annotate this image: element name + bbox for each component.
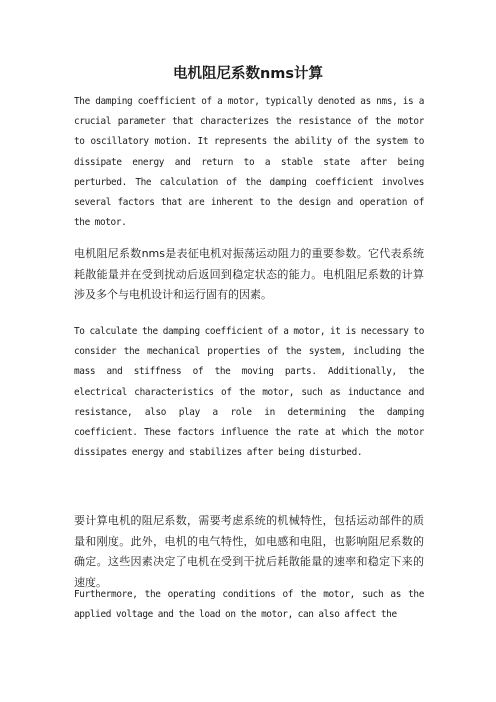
paragraph-english-2: To calculate the damping coefficient of a motor, it is necessary to consider the mechanical properties of the system, including the mass and stiffness of the moving parts. Additionally, the electrical characteristics of the motor, such as inductance and resistance, also play a role in determining the damping coefficient. These factors influence the rate at which the motor dissipates energy and stabilizes after being disturbed. (74, 326, 424, 459)
paragraph-chinese-1: 电机阻尼系数nms是表征电机对振荡运动阻力的重要参数。它代表系统耗散能量并在受到扰动后返回到稳定状态的能力。电机阻尼系数的计算涉及多个与电机设计和运行固有的因素。 (74, 247, 424, 301)
paragraph-english-1: The damping coefficient of a motor, typically denoted as nms, is a crucial parameter that characterizes the resistance of the motor to oscillatory motion. It represents the ability of the system to dissipate energy and return to a stable state after being perturbed. The calculation of the damping coefficient involves several factors that are inherent to the design and operation of the motor. (74, 96, 424, 229)
paragraph-chinese-2: 要计算电机的阻尼系数，需要考虑系统的机械特性，包括运动部件的质量和刚度。此外，电机的电气特性，如电感和电阻，也影响阻尼系数的确定。这些因素决定了电机在受到干扰后耗散能量的速率和稳定下来的速度。 (74, 514, 424, 589)
paragraph-english-3: Furthermore, the operating conditions of the motor, such as the applied voltage and the load on the motor, can also affect the (74, 589, 424, 621)
document-title: 电机阻尼系数nms计算 (172, 66, 324, 82)
